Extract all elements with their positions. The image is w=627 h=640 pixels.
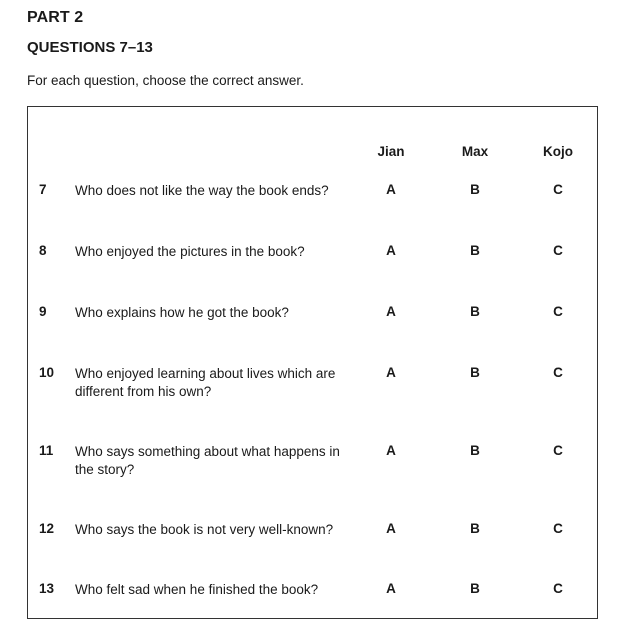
column-header-max: Max [461, 144, 489, 159]
option-a[interactable]: A [386, 304, 396, 319]
part-title: PART 2 [27, 9, 84, 26]
option-c[interactable]: C [553, 304, 563, 319]
option-c[interactable]: C [553, 182, 563, 197]
option-c[interactable]: C [553, 443, 563, 458]
question-number: 9 [39, 304, 47, 319]
option-a[interactable]: A [386, 243, 396, 258]
option-b[interactable]: B [470, 243, 480, 258]
option-b[interactable]: B [470, 365, 480, 380]
question-number: 13 [39, 581, 55, 596]
option-a[interactable]: A [386, 521, 396, 536]
option-c[interactable]: C [553, 581, 563, 596]
question-number: 11 [39, 443, 54, 458]
question-number: 8 [39, 243, 47, 258]
question-text: Who explains how he got the book? [75, 305, 289, 320]
question-text: Who enjoyed the pictures in the book? [75, 244, 305, 259]
question-number: 7 [39, 182, 47, 197]
option-a[interactable]: A [386, 443, 396, 458]
option-b[interactable]: B [470, 443, 480, 458]
option-a[interactable]: A [386, 182, 396, 197]
option-a[interactable]: A [386, 581, 396, 596]
option-b[interactable]: B [470, 182, 480, 197]
question-text: Who says the book is not very well-known? [75, 522, 334, 537]
option-c[interactable]: C [553, 243, 563, 258]
question-text: Who felt sad when he finished the book? [75, 582, 319, 597]
option-b[interactable]: B [470, 521, 480, 536]
option-b[interactable]: B [470, 304, 480, 319]
question-text: Who says something about what happens in the story? [75, 444, 340, 477]
question-text: Who does not like the way the book ends? [75, 183, 329, 198]
option-a[interactable]: A [386, 365, 396, 380]
questions-range: QUESTIONS 7–13 [27, 39, 153, 56]
column-header-kojo: Kojo [543, 144, 573, 159]
option-b[interactable]: B [470, 581, 480, 596]
option-c[interactable]: C [553, 365, 563, 380]
question-number: 10 [39, 365, 55, 380]
instruction-text: For each question, choose the correct answer. [27, 73, 304, 88]
column-header-jian: Jian [377, 144, 405, 159]
question-text: Who enjoyed learning about lives which are different from his own? [75, 366, 336, 399]
question-number: 12 [39, 521, 55, 536]
option-c[interactable]: C [553, 521, 563, 536]
